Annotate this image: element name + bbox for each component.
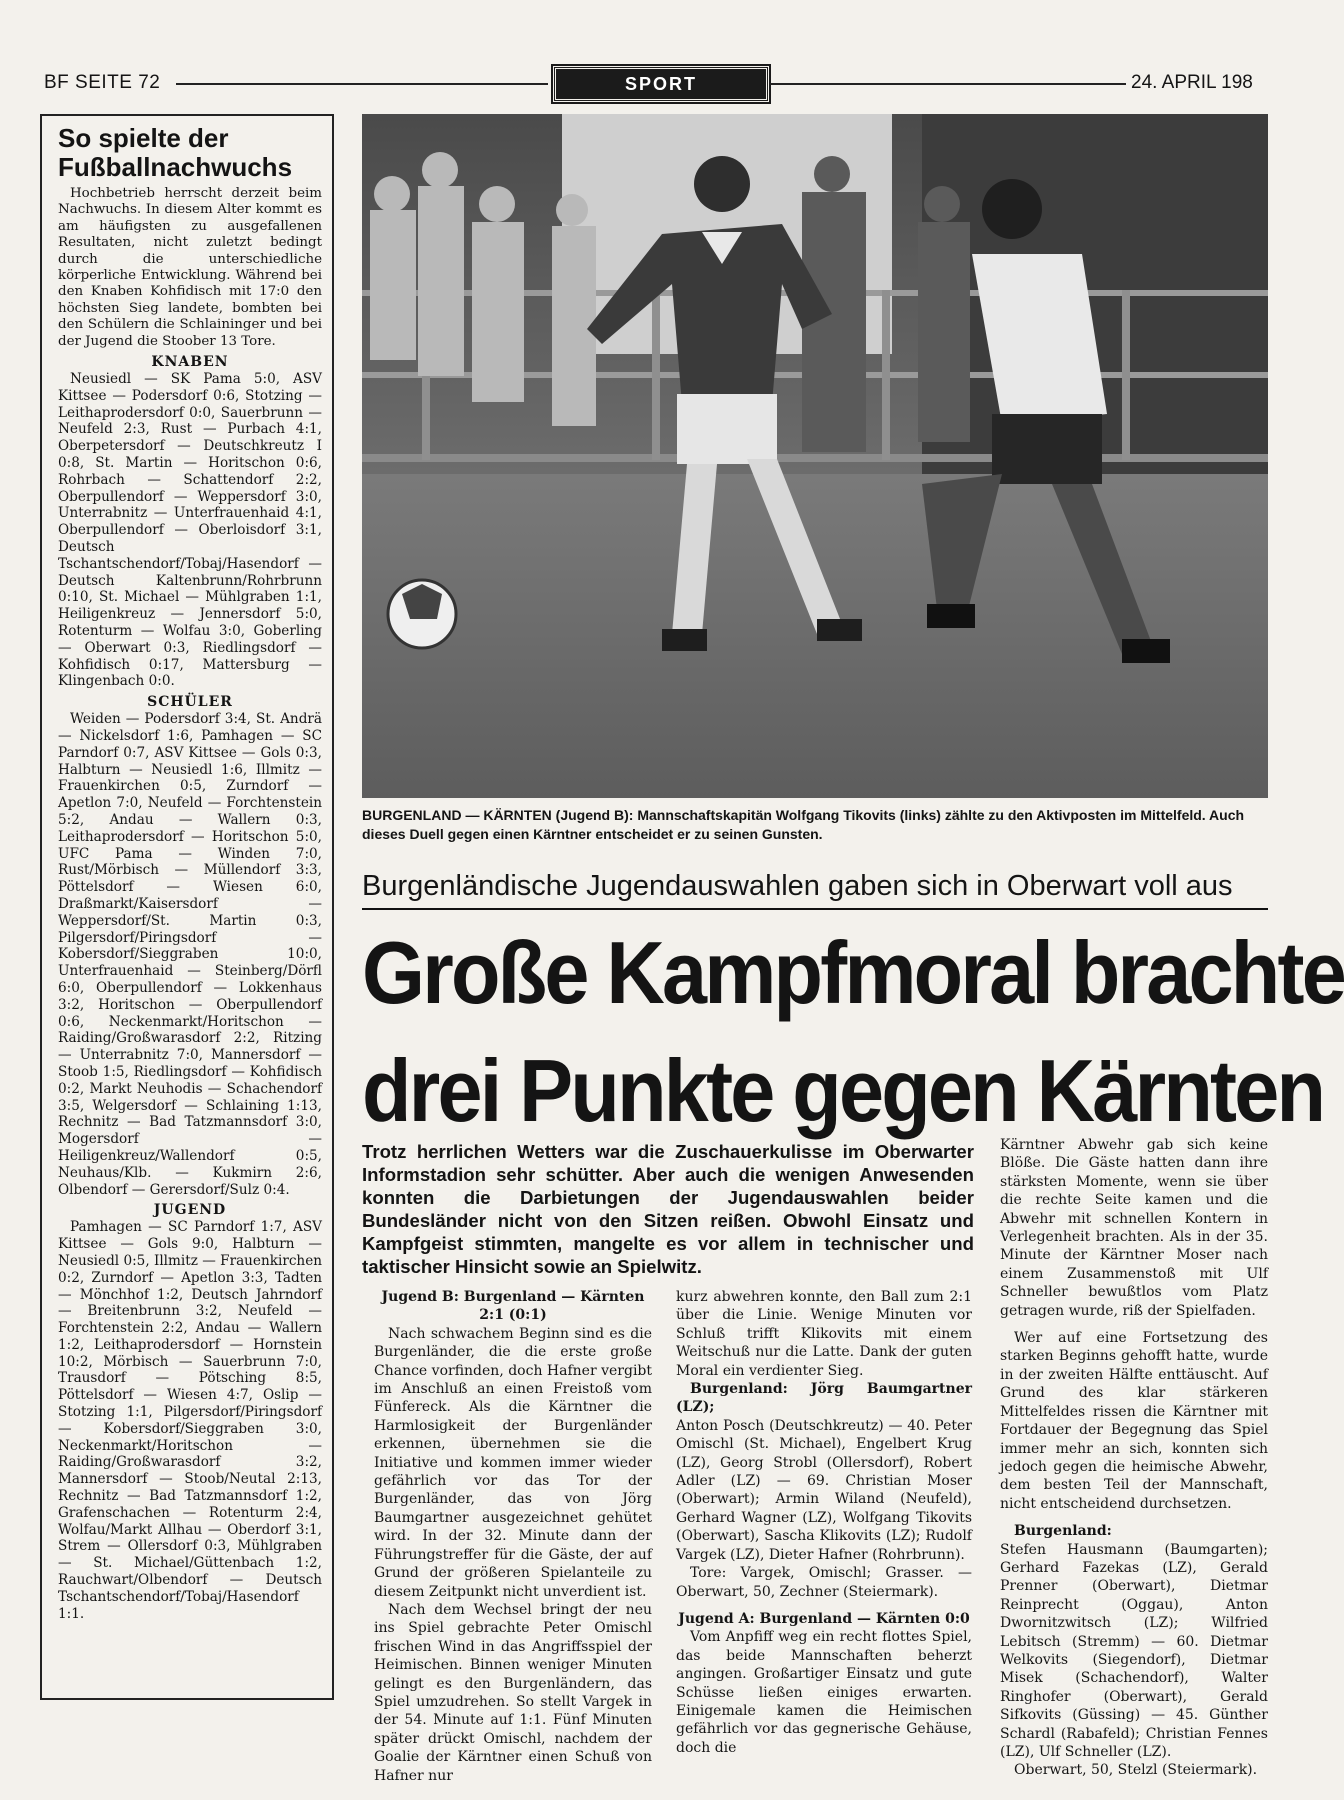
lineup-paragraph [1000, 1522, 1268, 1540]
paragraph: kurz abwehren konnte, den Ball zum 2:1 über die Linie. Wenige Minuten vor Schluß trifft Klikovits mit einem Weitschuß nur die Latte. Dank der guten Moral ein verdienter Sieg. [676, 1289, 972, 1379]
schueler-heading: SCHÜLER [147, 694, 233, 711]
lineup-text: Stefen Hausmann (Baumgarten); Gerhard Fazekas (LZ), Gerald Prenner (Oberwart), Dietmar Reinprecht (Oggau), Anton Dwornitzwitsch (LZ); Wilfried Lebitsch (Stremm) — 60. Dietmar Welkovits (Siegendorf), Dietmar Misek (Schachendorf), Walter Ringhofer (Oberwart), Gerald Sifkovits (Güssing) — 45. Günther Schardl (Rabafeld); Christian Fennes (LZ), Ulf Schneller (LZ). [1000, 1541, 1268, 1760]
sidebar-intro: Hochbetrieb herrscht derzeit beim Nachwuchs. In diesem Alter kommt es am häufigsten zu ausgefallenen Resultaten, nicht zuletzt bedingt durch die unterschiedliche körperliche Entwicklung. Während bei den Knaben Kohfidisch mit 17:0 den höchsten Sieg landete, bombten bei den Schülern die Schlaininger und bei der Jugend die Stoober 13 Tore. [58, 186, 322, 349]
paragraph: Nach dem Wechsel bringt der neu ins Spiel gebrachte Peter Omischl frischen Wind in das Angriffsspiel der Heimischen. Binnen weniger Minuten gelingt es den Burgenländern, das Spiel umzudrehen. So stellt Vargek in der 54. Minute auf 1:1. Fünf Minuten später drückt Omischl, nachdem der Goalie der Kärntner einen Schuß von Hafner nur [374, 1601, 652, 1784]
lineup-text: Anton Posch (Deutschkreutz) — 40. Peter Omischl (St. Michael), Engelbert Krug (LZ), Georg Strobl (Ollersdorf), Robert Adler (LZ) — 69. Christian Moser (Oberwart); Armin Wiland (Neufeld), Gerhard Wagner (LZ), Wolfgang Tikovits (Oberwart), Sascha Klikovits (LZ); Rudolf Vargek (LZ), Dieter Hafner (Rohrbrunn). [676, 1417, 972, 1563]
photo-caption: BURGENLAND — KÄRNTEN (Jugend B): Mannschaftskapitän Wolfgang Tikovits (links) zählte zu den Aktivposten im Mittelfeld. Auch dieses Duell gegen einen Kärntner entscheidet er zu seinen Gunsten. [362, 807, 1245, 842]
headline-line-2: drei Punkte gegen Kärnten [362, 1041, 1324, 1140]
sidebar-title: So spielte der Fußballnachwuchs [58, 123, 293, 182]
header-rule-left [176, 83, 548, 85]
article-kicker: Burgenländische Jugendauswahlen gaben sich in Oberwart voll aus [362, 870, 1233, 902]
lineup-label: Burgenland: [1014, 1523, 1112, 1540]
lineup-label: Burgenland: Jörg Baumgartner (LZ); [676, 1381, 972, 1416]
match-subhead-jugend-b: Jugend B: Burgenland — Kärnten [381, 1289, 645, 1305]
issue-date: 24. APRIL 198 [1131, 72, 1253, 93]
jugend-heading: JUGEND [153, 1202, 227, 1219]
article-lead: Trotz herrlichen Wetters war die Zuschauerkulisse im Oberwarter Informstadion sehr schütter. Aber auch die wenigen Anwesenden konnten die Darbietungen der Jugendauswahlen beider Bundesländer nicht von den Sitzen reißen. Obwohl Einsatz und Kampfgeist stimmten, mangelte es vor allem in technischer und taktischer Hinsicht sowie an Spielwitz. [362, 1141, 974, 1277]
article-column-3 [1000, 1136, 1268, 1779]
knaben-heading: KNABEN [151, 354, 229, 371]
paragraph: Wer auf eine Fortsetzung des starken Beginns gehofft hatte, wurde in der zweiten Hälfte enttäuscht. Auf Grund des klar stärkeren Mittelfeldes rissen die Kärntner mit Fortdauer der Begegnung das Spiel immer mehr an sich, konnten sich jedoch gegen die heimische Abwehr, dem besten Teil der Mannschaft, nicht entscheidend durchsetzen. [1000, 1330, 1268, 1512]
jugend-results: Pamhagen — SC Parndorf 1:7, ASV Kittsee — Gols 9:0, Halbturn — Neusiedl 0:5, Illmitz — Frauenkirchen 0:2, Zurndorf — Apetlon 3:3, Tadten — Mönchhof 1:2, Deutsch Jahrndorf — Breitenbrunn 3:2, Neufeld — Forchtenstein 2:2, Andau — Wallern 1:2, Leithaprodersdorf — Hornstein 10:2, Mörbisch — Sauerbrunn 7:0, Trausdorf — Pötsching 8:5, Pöttelsdorf — Wiesen 4:7, Oslip — Stotzing 1:1, Pilgersdorf/Piringsdorf — Kobersdorf/Sieggraben 3:0, Neckenmarkt/Horitschon — Raiding/Großwarasdorf 3:2, Mannersdorf — Stoob/Neutal 2:13, Rechnitz — Bad Tatzmannsdorf 1:2, Grafenschachen — Rotenturm 2:4, Wolfau/Markt Allhau — Oberdorf 3:1, Strem — Ollersdorf 0:3, Mühlgraben — St. Michael/Güttenbach 1:2, Rauchwart/Olbendorf — Deutsch Tschantschendorf/Tobaj/Hasendorf 1:1. [58, 1219, 322, 1622]
match-subhead-jugend-a: Jugend A: Burgenland — Kärnten 0:0 [678, 1610, 970, 1627]
results-sidebar [40, 114, 334, 1700]
referee-line: Oberwart, 50, Stelzl (Steiermark). [1014, 1762, 1258, 1779]
paragraph: Nach schwachem Beginn sind es die Burgenländer, die die erste große Chance vorfinden, doch Hafner vergibt im Anschluß an einen Freistoß vom Fünfereck. Als die Kärntner die Harmlosigkeit der Burgenländer erkennen, übernehmen sie die Initiative und kommen immer wieder gefährlich vor das Tor der Burgenländer, das von Jörg Baumgartner ausgezeichnet gehütet wird. In der 32. Minute dann der Führungstreffer für die Gäste, der auf Grund der größeren Spielanteile zu diesem Zeitpunkt nicht unverdient ist. [374, 1325, 653, 1600]
knaben-results: Neusiedl — SK Pama 5:0, ASV Kittsee — Podersdorf 0:6, Stotzing — Leithaprodersdorf 0:0, Sauerbrunn — Neufeld 2:3, Rust — Purbach 4:1, Oberpetersdorf — Deutschkreutz I 0:8, St. Martin — Horitschon 0:6, Rohrbach — Schattendorf 2:2, Oberpullendorf — Weppersdorf 3:0, Unterrabnitz — Unterfrauenhaid 4:1, Oberpullendorf — Oberloisdorf 3:1, Deutsch Tschantschendorf/Tobaj/Hasendorf — Deutsch Kaltenbrunn/Rohrbrunn 0:10, St. Michael — Mühlgraben 1:1, Heiligenkreuz — Jennersdorf 5:0, Rotenturm — Wolfau 3:0, Goberling — Oberwart 0:3, Riedlingsdorf — Kohfidisch 0:17, Mattersburg — Klingenbach 0:0. [58, 371, 322, 690]
match-score-jugend-b: 2:1 (0:1) [479, 1307, 547, 1324]
paragraph: Vom Anpfiff weg ein recht flottes Spiel, das beide Mannschaften beherzt angingen. Großartiger Einsatz und gute Schüsse ließen einiges erwarten. Einigemale kamen die Heimischen gefährlich vor das gegnerische Gehäuse, doch die [676, 1629, 972, 1756]
article-column-1 [374, 1288, 653, 1784]
schueler-results: Weiden — Podersdorf 3:4, St. Andrä — Nickelsdorf 1:6, Pamhagen — SC Parndorf 0:7, ASV Kittsee — Gols 0:3, Halbturn — Neusiedl 1:6, Illmitz — Frauenkirchen 0:5, Zurndorf — Apetlon 7:0, Neufeld — Forchtenstein 5:2, Andau — Wallern 0:3, Leithaprodersdorf — Horitschon 5:0, UFC Pama — Winden 7:0, Rust/Mörbisch — Müllendorf 3:3, Pöttelsdorf — Wiesen 6:0, Draßmarkt/Kaisersdorf — Weppersdorf/St. Martin 0:3, Pilgersdorf/Piringsdorf — Kobersdorf/Sieggraben 10:0, Unterfrauenhaid — Steinberg/Dörfl 6:0, Oberpullendorf — Lokkenhaus 3:2, Horitschon — Oberpullendorf 0:6, Neckenmarkt/Horitschon — Raiding/Großwarasdorf 2:2, Ritzing — Unterrabnitz 7:0, Mannersdorf — Stoob 1:5, Riedlingsdorf — Kohfidisch 0:2, Markt Neuhodis — Schachendorf 3:5, Welgersdorf — Schlaining 1:13, Rechnitz — Bad Tatzmannsdorf 3:0, Mogersdorf — Heiligenkreuz/Wallendorf 0:5, Neuhaus/Klb. — Kukmirn 2:6, Olbendorf — Gerersdorf/Sulz 0:4. [58, 711, 322, 1198]
article-headline [362, 914, 1344, 1150]
header-rule-right [770, 83, 1126, 85]
article-column-2 [676, 1288, 972, 1756]
match-photo [362, 114, 1268, 798]
section-label: SPORT [553, 66, 769, 102]
page-number: BF SEITE 72 [44, 72, 161, 93]
lineup-paragraph [676, 1380, 972, 1417]
goals-line: Tore: Vargek, Omischl; Grasser. — Oberwart, 50, Zechner (Steiermark). [676, 1565, 972, 1600]
headline-line-1: Große Kampfmoral brachte [362, 923, 1344, 1022]
paragraph: Kärntner Abwehr gab sich keine Blöße. Die Gäste hatten dann ihre stärksten Momente, wenn sie über die rechte Seite kamen und die Abwehr mit schnellen Kontern in Verlegenheit brachten. Als in der 35. Minute der Kärntner Moser nach einem Zusammenstoß mit Ulf Schneller bewußtlos vom Platz getragen wurde, riß der Spielfaden. [1000, 1137, 1268, 1319]
football-photo-illustration [362, 114, 1268, 798]
kicker-rule [362, 908, 1268, 910]
